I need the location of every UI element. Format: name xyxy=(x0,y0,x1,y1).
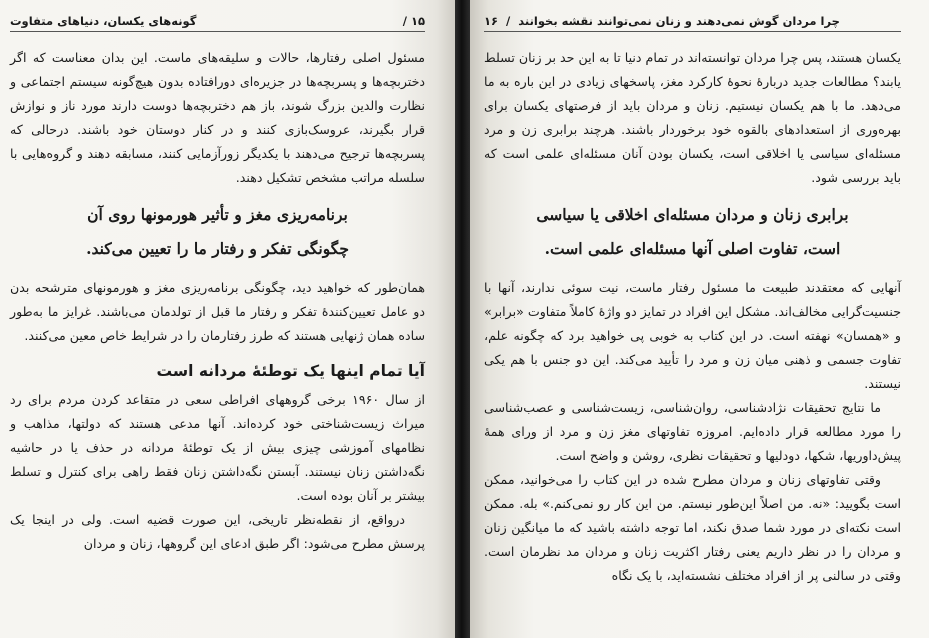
left-header-separator: / xyxy=(402,14,407,28)
left-paragraph-1: مسئول اصلی رفتارها، حالات و سلیقه‌های ماست. این بدان معناست که اگر دختربچه‌ها و پسربچه‌ها در جزیره‌ای دورافتاده بدون هیچ‌گونه سیستم اجتماعی و نظارت والدین بزرگ شوند، باز هم دختربچه‌ها دوست دارند مورد ناز و نوازش قرار بگیرند، عروسک‌بازی کنند و در کنار دوستان خود باشند. درحالی که پسربچه‌ها ترجیح می‌دهند با یکدیگر زورآزمایی کنند، مسابقه دهند و گروه‌هایی با سلسله مراتب مشخص تشکیل دهند. xyxy=(10,50,425,185)
left-paragraph-2: همان‌طور که خواهید دید، چگونگی برنامه‌ریزی مغز و هورمونهای مترشحه بدن دو عامل تعیین‌کنندهٔ تفکر و رفتار ما قبل از تولدمان می‌باشند. غرایز ما به‌طور ساده همان ژنهایی هستند که طرز رفتارمان را در شرایط خاص معین می‌کنند. xyxy=(10,280,425,343)
left-paragraph-3: از سال ۱۹۶۰ برخی گروههای افراطی سعی در متقاعد کردن مردم برای رد میراث زیست‌شناختی خود کرده‌اند. آنها مدعی هستند که دولتها، مذاهب و نظامهای آموزشی چیزی بیش از یک توطئهٔ مردانه در حذف یا در حاشیه نگه‌داشتن زنان نیستند. آبستن نگه‌داشتن زنان فقط راهی برای کنترل و تسلط بیشتر بر آنان بوده است. xyxy=(10,392,425,503)
right-page xyxy=(470,0,929,638)
left-running-header xyxy=(10,14,425,32)
right-page-number: ۱۶ xyxy=(484,14,499,28)
book-gutter xyxy=(455,0,470,638)
left-heading-line-1: برنامه‌ریزی مغز و تأثیر هورمونها روی آن xyxy=(87,205,348,224)
left-paragraph-4: درواقع، از نقطه‌نظر تاریخی، این صورت قضیه است. ولی در اینجا یک پرسش مطرح می‌شود: اگر طبق ادعای این گروهها، زنان و مردان xyxy=(10,512,425,551)
right-running-header xyxy=(484,14,901,32)
left-subheading: آیا تمام اینها یک توطئهٔ مردانه است xyxy=(156,362,425,380)
left-header-title: گونه‌های یکسان، دنیاهای متفاوت xyxy=(10,14,197,28)
right-heading-line-1: برابری زنان و مردان مسئله‌ای اخلاقی یا سیاسی xyxy=(536,205,849,224)
right-section-heading xyxy=(484,198,901,266)
right-paragraph-4: وقتی تفاوتهای زنان و مردان مطرح شده در این کتاب را می‌خوانید، ممکن است بگویید: «نه. من اصلاً این‌طور نیستم. من این کار رو نمی‌کنم.» بله. ممکن است نکته‌ای در مورد شما صدق نکند، اما توجه داشته باشید که ما میانگین زنان و مردان را در نظر داریم یعنی رفتار اکثریت زنان و مردان مد نظرمان است. وقتی در سالنی پر از افراد مختلف نشسته‌اید، با یک نگاه xyxy=(484,472,901,583)
right-paragraph-1: یکسان هستند، پس چرا مردان توانسته‌اند در تمام دنیا تا به این حد بر زنان تسلط یابند؟ مطالعات جدید دربارهٔ نحوهٔ کارکرد مغز، پاسخهای زیادی در این باره به ما می‌دهد. ما با هم یکسان نیستیم. زنان و مردان باید از فرصتهای یکسان برای بهره‌وری از استعدادهای بالقوه خود برخوردار باشند. هرچند برابری زن و مرد مسئله‌ای سیاسی یا اخلاقی است، یکسان بودن آنان مسئله‌ای علمی است که باید بررسی شود. xyxy=(484,50,901,185)
right-header-title: چرا مردان گوش نمی‌دهند و زنان نمی‌توانند نقشه بخوانند xyxy=(518,14,840,28)
right-heading-line-2: است، تفاوت اصلی آنها مسئله‌ای علمی است. xyxy=(544,239,841,258)
left-page-number: ۱۵ xyxy=(410,14,425,28)
left-section-heading xyxy=(10,198,425,266)
right-header-separator: / xyxy=(506,14,511,28)
right-paragraph-3: ما نتایج تحقیقات نژادشناسی، روان‌شناسی، زیست‌شناسی و عصب‌شناسی را مورد مطالعه قرار داده‌ایم. امروزه تفاوتهای مغز زن و مرد از ورای همهٔ پیش‌داوریها، شکها، دودلیها و تحقیقات نظری، روشن و واضح است. xyxy=(484,400,901,463)
left-heading-line-2: چگونگی تفکر و رفتار ما را تعیین می‌کند. xyxy=(86,239,349,258)
left-page xyxy=(0,0,455,638)
right-paragraph-2: آنهایی که معتقدند طبیعت ما مسئول رفتار ماست، نیت سوئی ندارند، آنها با جنسیت‌گرایی مخالف‌اند. مشکل این افراد در تمایز دو واژهٔ کاملاً متفاوت «برابر» و «همسان» نهفته است. در این کتاب به خوبی پی خواهید برد که چگونه علم، تفاوت جسمی و ذهنی میان زن و مرد را تأیید می‌کند. این دو جنس با هم یکی نیستند. xyxy=(484,280,901,391)
